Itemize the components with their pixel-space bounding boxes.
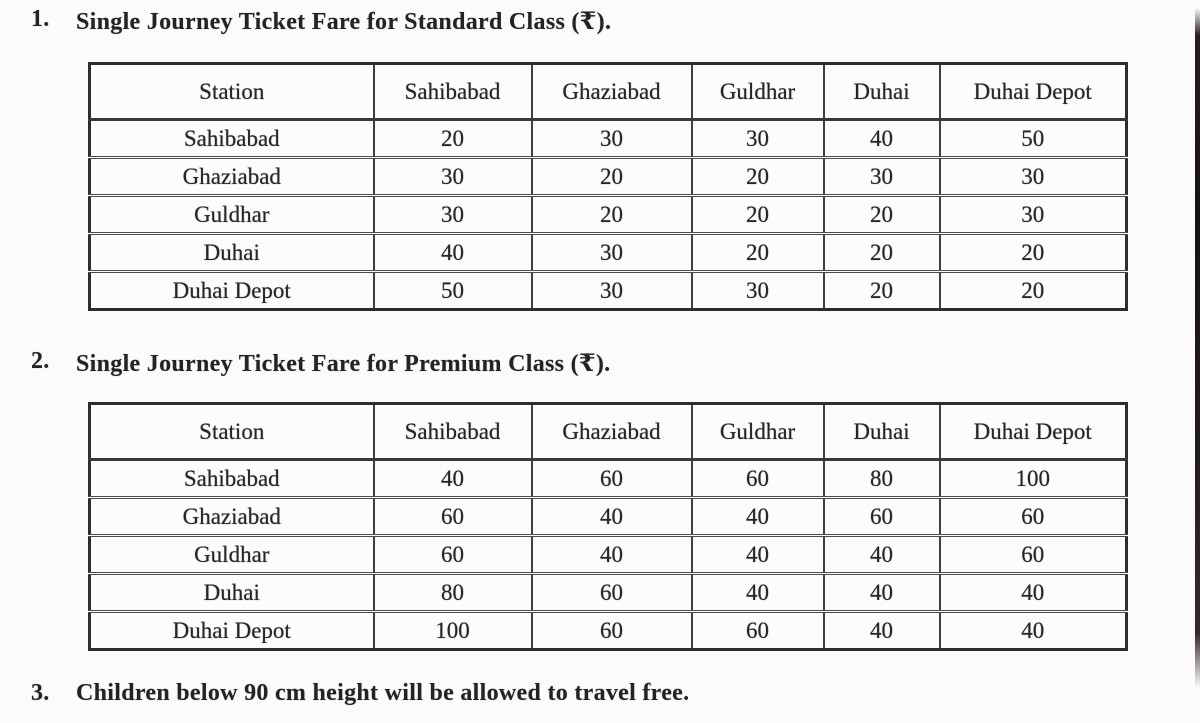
item-number: 3. [31,680,50,706]
row-station-label: Sahibabad [183,125,280,151]
fare-value-cell: 30 [532,234,692,272]
row-station-label: Guldhar [90,196,374,234]
fare-value-cell: 60 [940,536,1127,574]
fare-value-cell: 20 [824,196,940,234]
row-station-label: Sahibabad [183,465,280,491]
table-row [90,272,1127,310]
header-row [90,64,1127,120]
fare-value-cell: 40 [532,498,692,536]
column-header: Duhai [824,404,940,460]
fare-value-cell: 20 [532,158,692,196]
fare-value-cell: 30 [940,196,1127,234]
fare-value-cell: 40 [374,460,532,498]
scan-edge-artifact [1195,8,1200,688]
fare-value-cell: 30 [374,158,532,196]
row-station-label: Ghaziabad [90,158,374,196]
fare-value-cell: 60 [692,460,824,498]
table-row [90,196,1127,234]
fare-value-cell: 40 [692,536,824,574]
column-header: Station [90,64,374,120]
row-station-label: Duhai Depot [90,272,374,310]
fare-value-cell: 80 [824,460,940,498]
row-station-label: Duhai [90,234,374,272]
fare-value-cell: 30 [374,196,532,234]
fare-value-cell: 40 [692,574,824,612]
row-station-label: Guldhar [90,536,374,574]
fare-value-cell: 60 [374,536,532,574]
fare-value-cell: 30 [824,158,940,196]
column-header: Guldhar [692,404,824,460]
fare-value-cell: 100 [374,612,532,650]
fare-value-cell: 20 [940,272,1127,310]
fare-value-cell: 60 [374,498,532,536]
column-header: Duhai Depot [940,64,1127,120]
row-station-label: Ghaziabad [90,498,374,536]
table-row [90,158,1127,196]
column-header: Sahibabad [374,404,532,460]
fare-value-cell: 40 [824,120,940,158]
fare-value-cell: 60 [532,612,692,650]
column-header: Duhai [824,64,940,120]
fare-value-cell: 40 [824,574,940,612]
fare-value-cell: 50 [374,272,532,310]
fare-value-cell: 40 [940,574,1127,612]
table-row [90,612,1127,650]
fare-value-cell: 60 [940,498,1127,536]
table-row [90,120,1127,158]
list-item-children-note [31,680,689,707]
fare-value-cell: 30 [940,158,1127,196]
fare-value-cell: 20 [374,120,532,158]
fare-value-cell: 60 [532,460,692,498]
list-item-standard-heading [31,6,611,36]
fare-value-cell: 40 [374,234,532,272]
children-free-travel-note: Children below 90 cm height will be allowed to travel free. [76,680,690,706]
fare-value-cell: 30 [532,120,692,158]
column-header: Ghaziabad [532,64,692,120]
fare-value-cell: 60 [532,574,692,612]
fare-value-cell: 40 [532,536,692,574]
fare-value-cell: 20 [692,158,824,196]
fare-value-cell: 40 [692,498,824,536]
fare-value-cell: 40 [824,612,940,650]
list-item-premium-heading [31,348,610,378]
row-station-label: Duhai Depot [90,612,374,650]
header-row [90,404,1127,460]
row-station-label: Duhai [90,574,374,612]
fare-value-cell: 30 [692,120,824,158]
fare-value-cell: 20 [940,234,1127,272]
fare-value-cell: 100 [940,460,1127,498]
fare-value-cell: 80 [374,574,532,612]
fare-value-cell: 40 [940,612,1127,650]
item-number: 1. [31,6,50,32]
table-row [90,536,1127,574]
item-number: 2. [31,348,50,374]
table-row [90,574,1127,612]
standard-class-fare-table [88,62,1128,311]
table-row [90,498,1127,536]
fare-value-cell: 30 [532,272,692,310]
fare-value-cell: 20 [692,196,824,234]
premium-class-fare-table [88,402,1128,651]
column-header: Ghaziabad [532,404,692,460]
fare-value-cell: 40 [824,536,940,574]
column-header: Sahibabad [374,64,532,120]
column-header: Guldhar [692,64,824,120]
fare-value-cell: 50 [940,120,1127,158]
fare-value-cell: 30 [692,272,824,310]
fare-value-cell: 60 [692,612,824,650]
column-header: Duhai Depot [940,404,1127,460]
premium-class-heading: Single Journey Ticket Fare for Premium Class (₹). [76,351,611,377]
fare-value-cell: 20 [824,272,940,310]
fare-value-cell: 20 [532,196,692,234]
fare-value-cell: 20 [824,234,940,272]
fare-value-cell: 60 [824,498,940,536]
table-row [90,234,1127,272]
table-row [90,460,1127,498]
fare-value-cell: 20 [692,234,824,272]
column-header: Station [90,404,374,460]
standard-class-heading: Single Journey Ticket Fare for Standard Class (₹). [76,9,612,35]
